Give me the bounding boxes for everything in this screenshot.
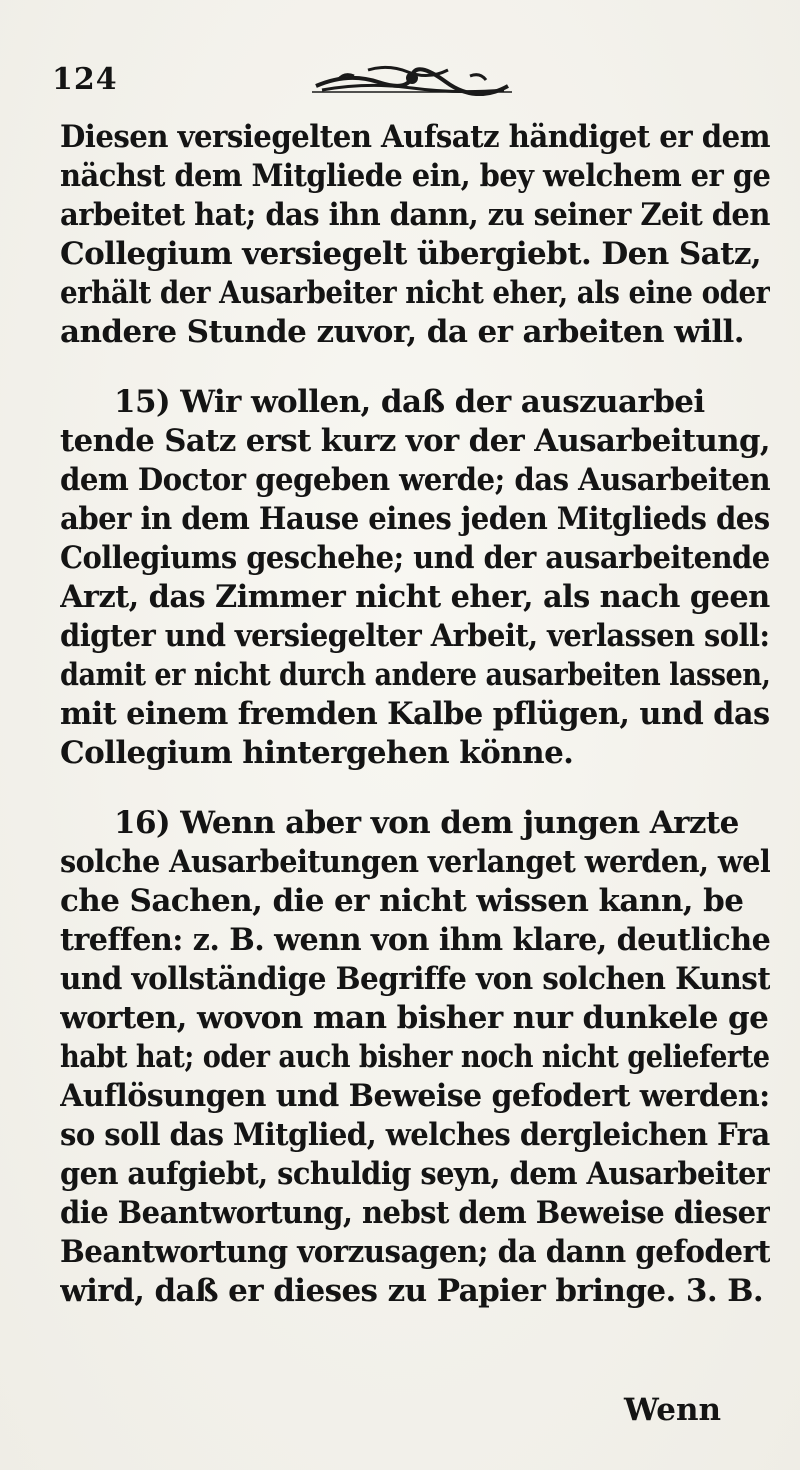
page-number: 124 xyxy=(52,62,118,97)
text-line: che Sachen, die er nicht wissen kann, be xyxy=(60,883,744,919)
text-line: andere Stunde zuvor, da er arbeiten will. xyxy=(60,314,744,350)
text-line: wird, daß er dieses zu Papier bringe. 3. B. xyxy=(60,1273,764,1309)
paragraph-16 xyxy=(60,804,770,1311)
text-line: gen aufgiebt, schuldig seyn, dem Ausarbeiter xyxy=(60,1156,770,1192)
text-line: 16) Wenn aber von dem jungen Arzte xyxy=(114,805,739,841)
text-line: aber in dem Hause eines jeden Mitglieds des xyxy=(60,501,770,537)
paragraph-15 xyxy=(60,383,770,773)
text-line: worten, wovon man bisher nur dunkele ge xyxy=(60,1000,769,1036)
text-line: solche Ausarbeitungen verlanget werden, wel xyxy=(60,844,770,880)
text-line: treffen: z. B. wenn von ihm klare, deutliche xyxy=(60,922,770,958)
text-line: habt hat; oder auch bisher noch nicht gelieferte xyxy=(60,1039,770,1075)
text-line: damit er nicht durch andere ausarbeiten lassen, xyxy=(60,657,770,693)
catchword: Wenn xyxy=(624,1392,722,1428)
text-line: so soll das Mitglied, welches dergleichen Fra xyxy=(60,1117,770,1153)
text-line: Collegiums geschehe; und der ausarbeitende xyxy=(60,540,770,576)
text-line: und vollständige Begriffe von solchen Kunst xyxy=(60,961,770,997)
text-line: Collegium versiegelt übergiebt. Den Satz, xyxy=(60,236,762,272)
text-line: Arzt, das Zimmer nicht eher, als nach geen xyxy=(60,579,770,615)
text-line: Collegium hintergehen könne. xyxy=(60,735,574,771)
paragraph-1 xyxy=(60,118,770,352)
text-line: dem Doctor gegeben werde; das Ausarbeiten xyxy=(60,462,770,498)
text-line: 15) Wir wollen, daß der auszuarbei xyxy=(114,384,705,420)
text-line: Beantwortung vorzusagen; da dann gefodert xyxy=(60,1234,770,1270)
text-line: arbeitet hat; das ihn dann, zu seiner Zeit den xyxy=(60,197,770,233)
body-text xyxy=(60,118,770,1311)
text-line: Auflösungen und Beweise gefodert werden: xyxy=(60,1078,770,1114)
text-line: tende Satz erst kurz vor der Ausarbeitung, xyxy=(60,423,770,459)
text-line: mit einem fremden Kalbe pflügen, und das xyxy=(60,696,770,732)
printer-ornament-icon xyxy=(308,62,516,96)
text-line: die Beantwortung, nebst dem Beweise dieser xyxy=(60,1195,770,1231)
text-line: Diesen versiegelten Aufsatz händiget er dem xyxy=(60,119,770,155)
text-line: erhält der Ausarbeiter nicht eher, als eine oder xyxy=(60,275,770,311)
text-line: nächst dem Mitgliede ein, bey welchem er ge xyxy=(60,158,770,194)
text-line: digter und versiegelter Arbeit, verlassen soll: xyxy=(60,618,770,654)
